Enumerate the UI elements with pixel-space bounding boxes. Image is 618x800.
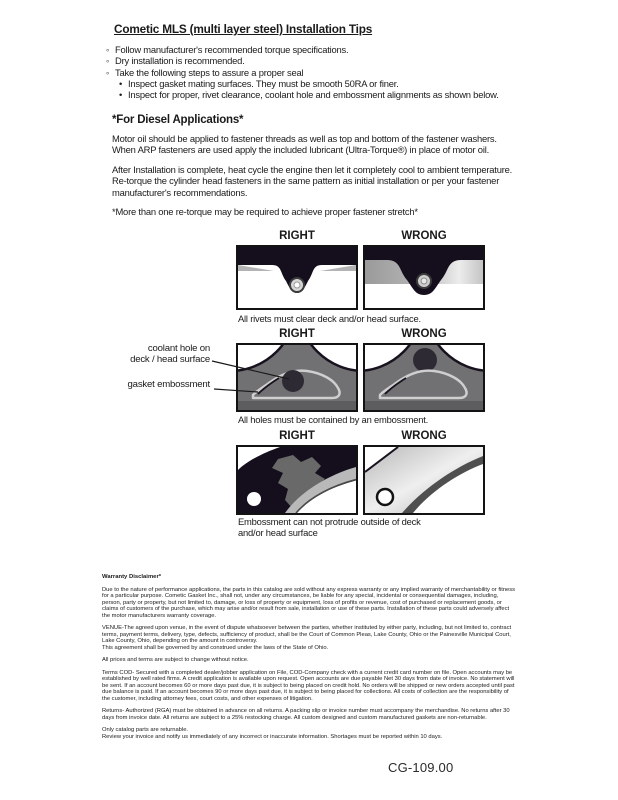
embossment-caption: Embossment can not protrude outside of deck and/or head surface: [238, 516, 421, 538]
coolant-wrong-frame: [363, 343, 485, 412]
coolant-hole-icon: [413, 348, 437, 372]
tip-text: Inspect gasket mating surfaces. They must be smooth 50RA or finer.: [128, 77, 399, 89]
tip-text: Dry installation is recommended.: [115, 55, 245, 67]
rivets-wrong-diagram: [365, 247, 483, 308]
coolant-hole-icon: [282, 370, 304, 392]
legal-paragraph: All prices and terms are subject to change without notice.: [102, 657, 249, 663]
legal-paragraph: Terms COD- Secured with a completed dealer/jobber application on File, COD-Company check with a current credit card number on file. Open accounts may be established by well rated firms. A credit application is available upon request. Open accounts are due payable Net 30 days from date of invoice. No statement will be sent. If an account becomes 60 or more days past due, it is subject to being placed on credit hold. No orders will be shipped or new orders accepted until past due balance is paid. If an account becomes 90 or more days past due, it is subject to being placed for collections. All costs of collection are the responsibility of the customer, including attorney fees, court costs, and other expenses of litigation.: [102, 669, 515, 702]
coolant-right-frame: [236, 343, 358, 412]
right-label: RIGHT: [279, 230, 315, 242]
coolant-hole-label: coolant hole on deck / head surface: [130, 343, 210, 365]
right-label: RIGHT: [279, 430, 315, 442]
wrong-label: WRONG: [401, 430, 447, 442]
warranty-disclaimer-section: [102, 574, 518, 746]
rivets-caption: All rivets must clear deck and/or head surface.: [238, 313, 421, 324]
rivets-right-frame: [236, 245, 358, 310]
sub-bullet-icon: •: [119, 89, 123, 101]
list-item: [106, 78, 516, 89]
legal-paragraph: VENUE-The agreed upon venue, in the event of dispute whatsoever between the parties, whether instituted by either party, including, but not limited to, contract terms, payment terms, delivery, type, defects, sufficiency of product, shall be the Court of Common Pleas, Lake County, Ohio or the Painesville Municipal Court, Lake County, Ohio, depending on the amount in controversy.: [102, 625, 512, 644]
warranty-heading: Warranty Disclaimer*: [102, 574, 162, 580]
coolant-right-diagram: [238, 345, 356, 410]
embossment-right-frame: [236, 445, 358, 515]
rivets-wrong-frame: [363, 245, 485, 310]
tip-text: Inspect for proper, rivet clearance, coolant hole and embossment alignments as shown below.: [128, 89, 499, 101]
diesel-paragraph: After Installation is complete, heat cycle the engine then let it completely cool to ambient temperature. Re-torque the cylinder head fasteners in the same pattern as initial installation or per your fastener manufacturer's recommendations.: [112, 163, 513, 198]
embossment-right-diagram: [238, 447, 356, 513]
bolt-hole-icon: [377, 489, 393, 505]
wrong-label: WRONG: [401, 230, 447, 242]
list-item: [106, 67, 516, 78]
installation-tips-list: [106, 44, 516, 100]
diesel-heading: *For Diesel Applications*: [112, 114, 244, 126]
list-item: [106, 55, 516, 66]
embossment-wrong-frame: [363, 445, 485, 515]
page-code: CG-109.00: [388, 760, 454, 775]
list-item: [106, 89, 516, 100]
legal-paragraph: This agreement shall be governed by and construed under the laws of the State of Ohio.: [102, 644, 329, 651]
legal-paragraph: Review your invoice and notify us immediately of any incorrect or inaccurate information. Shortages must be reported within 10 days.: [102, 733, 443, 740]
legal-paragraph: Returns- Authorized (RGA) must be obtained in advance on all returns. A packing slip or invoice number must accompany the merchandise. No returns after 30 days from invoice date. All returns are subject to a 25% restocking charge. All custom designed and custom manufactured gaskets are non-returnable.: [102, 708, 510, 721]
legal-paragraph: Only catalog parts are returnable.: [102, 727, 189, 733]
page-title: Cometic MLS (multi layer steel) Installation Tips: [114, 22, 373, 36]
right-label: RIGHT: [279, 328, 315, 340]
bullet-icon: ◦: [106, 66, 110, 78]
legal-paragraph: Due to the nature of performance applications, the parts in this catalog are sold without any express warranty or any implied warranty of merchantability or fitness for a particular purpose. Cometic Gasket Inc., shall not, under any circumstances, be liable for any special, incidental or consequential damages, including, person, party or property, but not limited to, damage, or loss of property or equipment, loss of profits or revenue, cost of purchased or replacement goods, or claims of customers of the purchase, which may arise and/or result from sale, installation or use of these parts. Installation of these parts could adversely affect the motor manufacturers warranty coverage.: [102, 586, 516, 619]
bullet-icon: ◦: [106, 55, 110, 67]
holes-caption: All holes must be contained by an embossment.: [238, 414, 429, 425]
diesel-paragraph: Motor oil should be applied to fastener threads as well as top and bottom of the fastener washers. When ARP fasteners are used apply the included lubricant (Ultra-Torque®) in place of motor oil.: [112, 132, 497, 155]
embossment-wrong-diagram: [365, 447, 483, 513]
tip-text: Take the following steps to assure a proper seal: [115, 66, 304, 78]
list-item: [106, 44, 516, 55]
gasket-embossment-label: gasket embossment: [127, 379, 210, 390]
sub-bullet-icon: •: [119, 77, 123, 89]
diesel-applications-section: [112, 115, 514, 226]
diesel-note: *More than one re-torque may be required to achieve proper fastener stretch*: [112, 206, 418, 217]
rivets-right-diagram: [238, 247, 356, 308]
bullet-icon: ◦: [106, 44, 110, 55]
coolant-wrong-diagram: [365, 345, 483, 410]
wrong-label: WRONG: [401, 328, 447, 340]
tip-text: Follow manufacturer's recommended torque specifications.: [115, 44, 349, 55]
bolt-hole-icon: [247, 492, 261, 506]
